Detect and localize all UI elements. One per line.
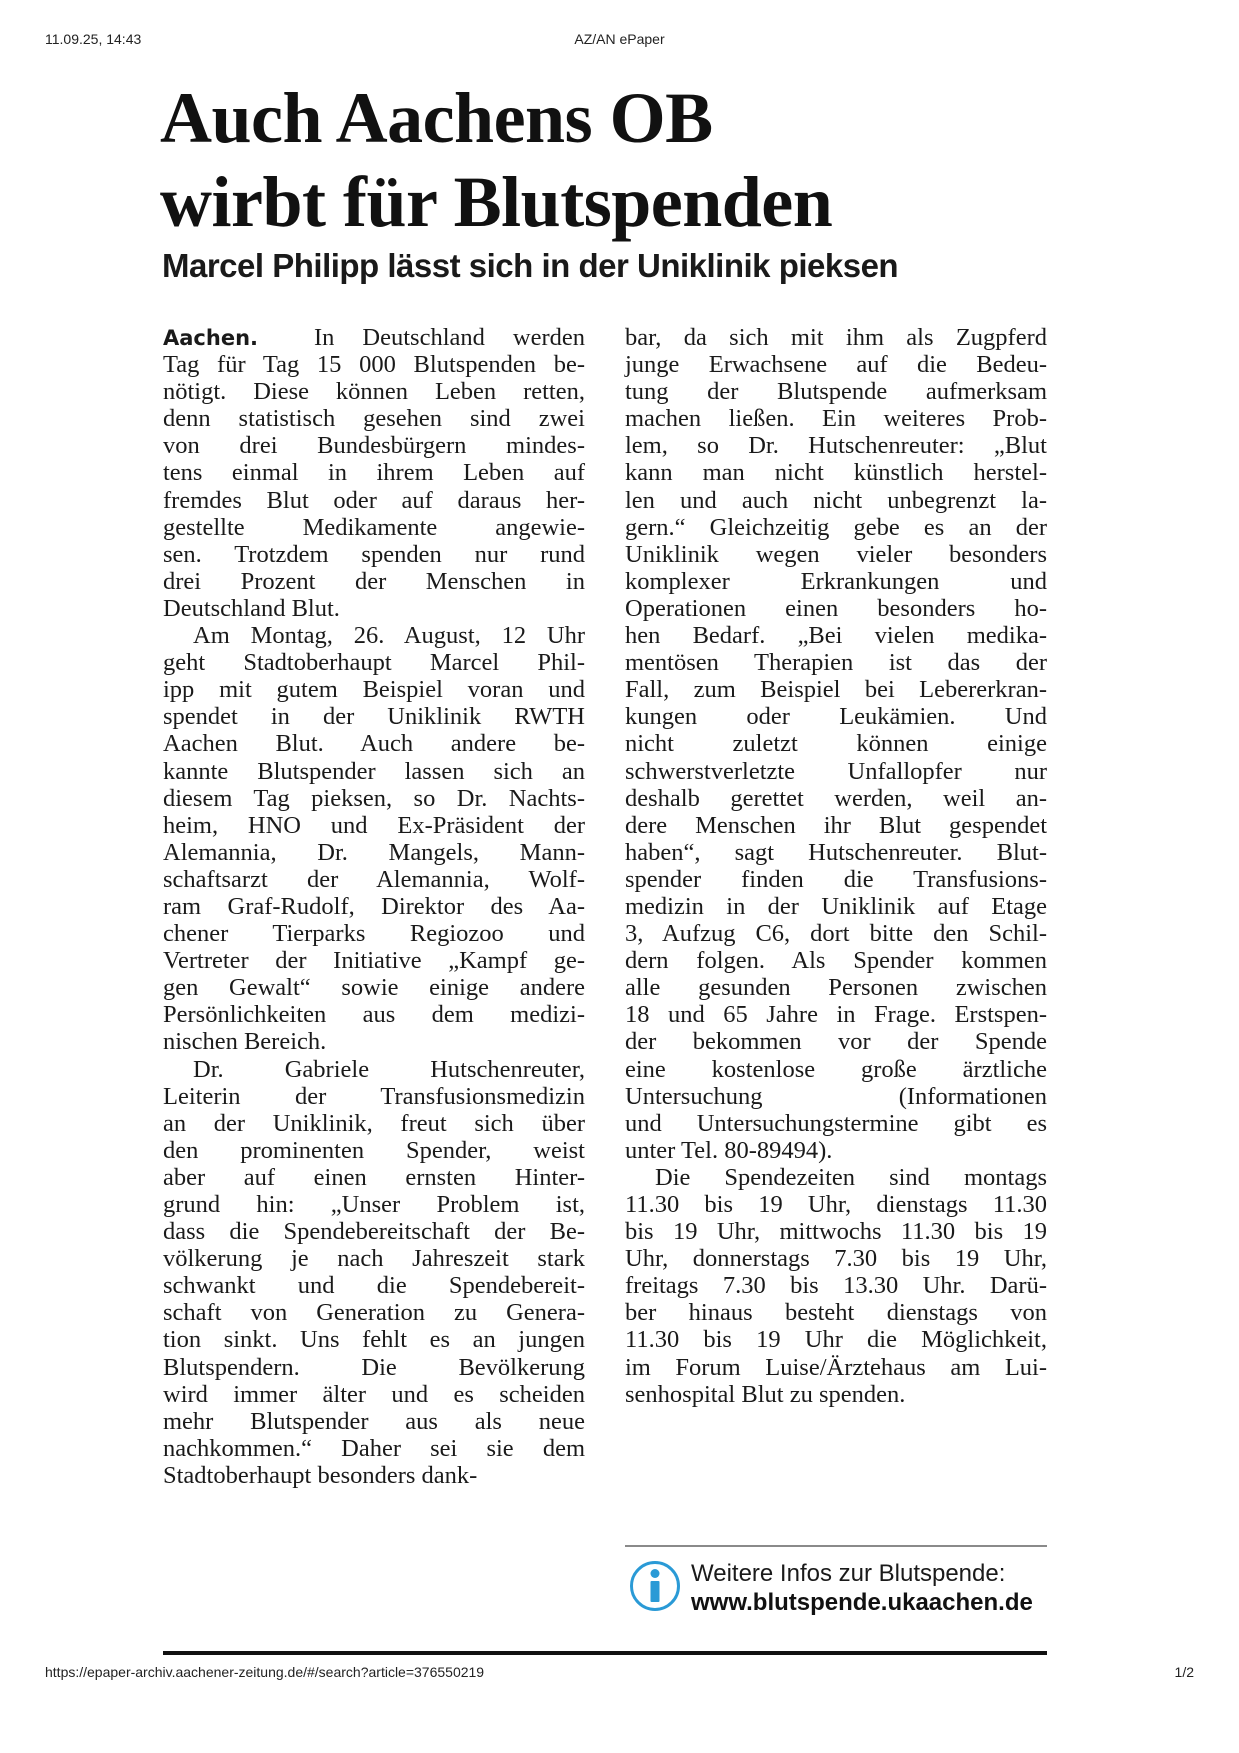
article-text-line: von drei Bundesbürgern mindes- bbox=[163, 432, 585, 460]
info-separator bbox=[625, 1545, 1047, 1547]
print-date-time: 11.09.25, 14:43 bbox=[45, 31, 142, 47]
article-text-line: bis 19 Uhr, mittwochs 11.30 bis 19 bbox=[625, 1218, 1047, 1246]
article-column-right bbox=[625, 324, 1047, 1408]
article-text-line: gen Gewalt“ sowie einige andere bbox=[163, 974, 585, 1002]
article-text-line: grund hin: „Unser Problem ist, bbox=[163, 1191, 585, 1218]
article-text-line-content: In Deutschland werden bbox=[314, 324, 585, 351]
article-text-line: der bekommen vor der Spende bbox=[625, 1028, 1047, 1056]
article-text-line: komplexer Erkrankungen und bbox=[625, 567, 1047, 595]
article-text-line: tens einmal in ihrem Leben auf bbox=[163, 459, 585, 487]
article-text-line: ber hinaus besteht dienstags von bbox=[625, 1299, 1047, 1327]
article-text-line: nischen Bereich. bbox=[163, 1028, 327, 1056]
article-text-line: machen ließen. Ein weiteres Prob- bbox=[625, 405, 1047, 433]
article-text-line: alle gesunden Personen zwischen bbox=[625, 974, 1047, 1002]
print-page-number: 1/2 bbox=[1174, 1664, 1194, 1680]
article-text-line: diesem Tag pieksen, so Dr. Nachts- bbox=[163, 784, 585, 812]
article-text-line: an der Uniklinik, freut sich über bbox=[163, 1109, 585, 1137]
article-text-line: sen. Trotzdem spenden nur rund bbox=[163, 540, 585, 568]
article-text-line: mehr Blutspender aus als neue bbox=[163, 1407, 585, 1435]
article-text-line: spendet in der Uniklinik RWTH bbox=[163, 703, 585, 731]
info-icon bbox=[629, 1560, 681, 1612]
article-text-line: nicht zuletzt können einige bbox=[625, 730, 1047, 758]
article-text-line: Blutspendern. Die Bevölkerung bbox=[163, 1353, 585, 1381]
article-text-line: wird immer älter und es scheiden bbox=[163, 1380, 585, 1408]
article-text-line: tung der Blutspende aufmerksam bbox=[625, 378, 1047, 406]
article-text-line: Tag für Tag 15 000 Blutspenden be- bbox=[163, 351, 585, 379]
article-text-line: chener Tierparks Regiozoo und bbox=[163, 920, 585, 948]
info-label: Weitere Infos zur Blutspende: bbox=[691, 1560, 1006, 1587]
article-bottom-rule bbox=[163, 1651, 1047, 1655]
article-text-line: dass die Spendebereitschaft der Be- bbox=[163, 1218, 585, 1246]
article-text-line: senhospital Blut zu spenden. bbox=[625, 1380, 906, 1408]
article-text-line: 11.30 bis 19 Uhr, dienstags 11.30 bbox=[625, 1191, 1047, 1218]
article-headline bbox=[160, 76, 832, 244]
print-footer-url: https://epaper-archiv.aachener-zeitung.de/#/search?article=376550219 bbox=[45, 1664, 485, 1680]
article-text-line: 18 und 65 Jahre in Frage. Erstspen- bbox=[625, 1001, 1047, 1029]
article-text-line: heim, HNO und Ex-Präsident der bbox=[163, 811, 585, 839]
article-text-line: Aachen Blut. Auch andere be- bbox=[163, 730, 585, 758]
article-column-left bbox=[163, 324, 585, 1489]
article-text-line: kann man nicht künstlich herstel- bbox=[625, 459, 1047, 487]
article-text-line: junge Erwachsene auf die Bedeu- bbox=[625, 351, 1047, 379]
article-text-line: nötigt. Diese können Leben retten, bbox=[163, 378, 585, 406]
article-text-line: Untersuchung (Informationen bbox=[625, 1082, 1047, 1110]
article-text-line: denn statistisch gesehen sind zwei bbox=[163, 405, 585, 433]
subtitle-text: Marcel Philipp lässt sich in der Uniklinik bbox=[162, 247, 771, 284]
article-text-line: Uhr, donnerstags 7.30 bis 19 Uhr, bbox=[625, 1245, 1047, 1273]
article-text-line: Deutschland Blut. bbox=[163, 594, 340, 622]
article-text-line: Persönlichkeiten aus dem medizi- bbox=[163, 1001, 585, 1029]
print-page-title: AZ/AN ePaper bbox=[574, 31, 665, 47]
article-text-line: lem, so Dr. Hutschenreuter: „Blut bbox=[625, 432, 1047, 460]
article-text-line: und Untersuchungstermine gibt es bbox=[625, 1109, 1047, 1137]
article-text-line: spender finden die Transfusions- bbox=[625, 865, 1047, 893]
article-text-line: kungen oder Leukämien. Und bbox=[625, 703, 1047, 731]
article-text-line: drei Prozent der Menschen in bbox=[163, 567, 585, 595]
article-text-line: Die Spendezeiten sind montags bbox=[655, 1163, 1047, 1191]
article-text-line: Uniklinik wegen vieler besonders bbox=[625, 540, 1047, 568]
article-text-line: hen Bedarf. „Bei vielen medika- bbox=[625, 622, 1047, 650]
article-text-line: unter Tel. 80-89494). bbox=[625, 1136, 833, 1164]
article-text-line: gestellte Medikamente angewie- bbox=[163, 513, 585, 541]
article-text-line: freitags 7.30 bis 13.30 Uhr. Darü- bbox=[625, 1272, 1047, 1300]
article-text-line: aber auf einen ernsten Hinter- bbox=[163, 1163, 585, 1191]
article-text-line: ipp mit gutem Beispiel voran und bbox=[163, 676, 585, 704]
article-text-line: len und auch nicht unbegrenzt la- bbox=[625, 486, 1047, 514]
article-text-line: Vertreter der Initiative „Kampf ge- bbox=[163, 947, 585, 975]
article-text-line: medizin in der Uniklinik auf Etage bbox=[625, 892, 1047, 920]
article-text-line: völkerung je nach Jahreszeit stark bbox=[163, 1245, 585, 1273]
article-text-line bbox=[163, 324, 585, 351]
article-text-line: im Forum Luise/Ärztehaus am Lui- bbox=[625, 1353, 1047, 1381]
article-text-line: ram Graf-Rudolf, Direktor des Aa- bbox=[163, 892, 585, 920]
article-text-line: Dr. Gabriele Hutschenreuter, bbox=[193, 1055, 585, 1083]
article-text-line: schaftsarzt der Alemannia, Wolf- bbox=[163, 865, 585, 893]
article-text-line: tion sinkt. Uns fehlt es an jungen bbox=[163, 1326, 585, 1354]
article-text-line: deshalb gerettet werden, weil an- bbox=[625, 784, 1047, 812]
article-text-line: gern.“ Gleichzeitig gebe es an der bbox=[625, 513, 1047, 541]
article-text-line: dere Menschen ihr Blut gespendet bbox=[625, 811, 1047, 839]
headline-line-2: wirbt für Blutspenden bbox=[160, 162, 833, 242]
article-subtitle bbox=[162, 246, 898, 286]
article-text-line: Am Montag, 26. August, 12 Uhr bbox=[193, 622, 585, 650]
article-dateline: Aachen. bbox=[163, 326, 258, 350]
article-text-line: 11.30 bis 19 Uhr die Möglichkeit, bbox=[625, 1326, 1047, 1354]
article-text-line: bar, da sich mit ihm als Zugpferd bbox=[625, 324, 1047, 351]
article-text-line: den prominenten Spender, weist bbox=[163, 1136, 585, 1164]
article-text-line: geht Stadtoberhaupt Marcel Phil- bbox=[163, 649, 585, 677]
article-text-line: Leiterin der Transfusionsmedizin bbox=[163, 1082, 585, 1110]
subtitle-bold-word: pieksen bbox=[778, 247, 899, 284]
article-text-line: schwankt und die Spendebereit- bbox=[163, 1272, 585, 1300]
article-text-line: Operationen einen besonders ho- bbox=[625, 594, 1047, 622]
article-text-line: schwerstverletzte Unfallopfer nur bbox=[625, 757, 1047, 785]
article-text-line: kannte Blutspender lassen sich an bbox=[163, 757, 585, 785]
article-text-line: haben“, sagt Hutschenreuter. Blut- bbox=[625, 838, 1047, 866]
article-text-line: nachkommen.“ Daher sei sie dem bbox=[163, 1434, 585, 1462]
info-link[interactable]: www.blutspende.ukaachen.de bbox=[691, 1589, 1033, 1616]
article-text-line: eine kostenlose große ärztliche bbox=[625, 1055, 1047, 1083]
article-text-line: Alemannia, Dr. Mangels, Mann- bbox=[163, 838, 585, 866]
article-text-line: Stadtoberhaupt besonders dank- bbox=[163, 1461, 478, 1489]
info-box bbox=[625, 1558, 1047, 1618]
headline-line-1: Auch Aachens OB bbox=[160, 78, 713, 158]
article-text-line: dern folgen. Als Spender kommen bbox=[625, 947, 1047, 975]
article-text-line: schaft von Generation zu Genera- bbox=[163, 1299, 585, 1327]
article-text-line: Fall, zum Beispiel bei Lebererkran- bbox=[625, 676, 1047, 704]
article-text-line: mentösen Therapien ist das der bbox=[625, 649, 1047, 677]
article-text-line: 3, Aufzug C6, dort bitte den Schil- bbox=[625, 920, 1047, 948]
article-text-line: fremdes Blut oder auf daraus her- bbox=[163, 486, 585, 514]
